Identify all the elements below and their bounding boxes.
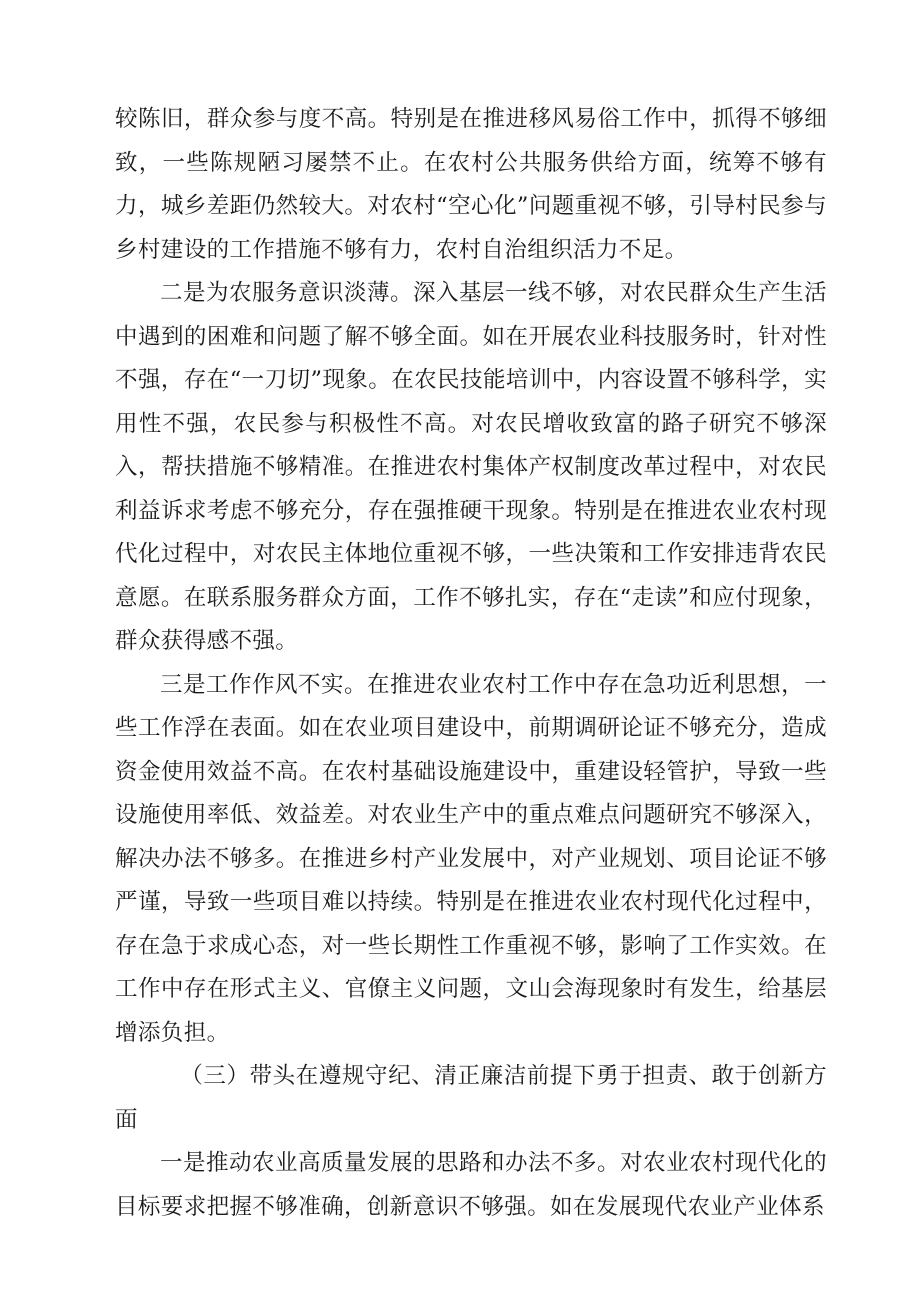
- paragraph-high-quality-development: 一是推动农业高质量发展的思路和办法不多。对农业农村现代化的目标要求把握不够准确，创新意识不够强。如在发展现代农业产业体系: [115, 1150, 827, 1220]
- section-heading: （三）带头在遵规守纪、清正廉洁前提下勇于担责、敢于创新方面: [115, 1063, 827, 1133]
- paragraph-continuation: 较陈旧，群众参与度不高。特别是在推进移风易俗工作中，抓得不够细致，一些陈规陋习屡禁不止。在农村公共服务供给方面，统筹不够有力，城乡差距仍然较大。对农村“空心化”问题重视不够，引导村民参与乡村建设的工作措施不够有力，农村自治组织活力不足。: [115, 106, 827, 263]
- paragraph-service-awareness: 二是为农服务意识淡薄。深入基层一线不够，对农民群众生产生活中遇到的困难和问题了解不够全面。如在开展农业科技服务时，针对性不强，存在“一刀切”现象。在农民技能培训中，内容设置不够科学，实用性不强，农民参与积极性不高。对农民增收致富的路子研究不够深入，帮扶措施不够精准。在推进农村集体产权制度改革过程中，对农民利益诉求考虑不够充分，存在强推硬干现象。特别是在推进农业农村现代化过程中，对农民主体地位重视不够，一些决策和工作安排违背农民意愿。在联系服务群众方面，工作不够扎实，存在“走读”和应付现象，群众获得感不强。: [115, 280, 827, 654]
- paragraph-work-style: 三是工作作风不实。在推进农业农村工作中存在急功近利思想，一些工作浮在表面。如在农业项目建设中，前期调研论证不够充分，造成资金使用效益不高。在农村基础设施建设中，重建设轻管护，导致一些设施使用率低、效益差。对农业生产中的重点难点问题研究不够深入，解决办法不够多。在推进乡村产业发展中，对产业规划、项目论证不够严谨，导致一些项目难以持续。特别是在推进农业农村现代化过程中，存在急于求成心态，对一些长期性工作重视不够，影响了工作实效。在工作中存在形式主义、官僚主义问题，文山会海现象时有发生，给基层增添负担。: [115, 671, 827, 1046]
- document-body: [115, 98, 827, 1229]
